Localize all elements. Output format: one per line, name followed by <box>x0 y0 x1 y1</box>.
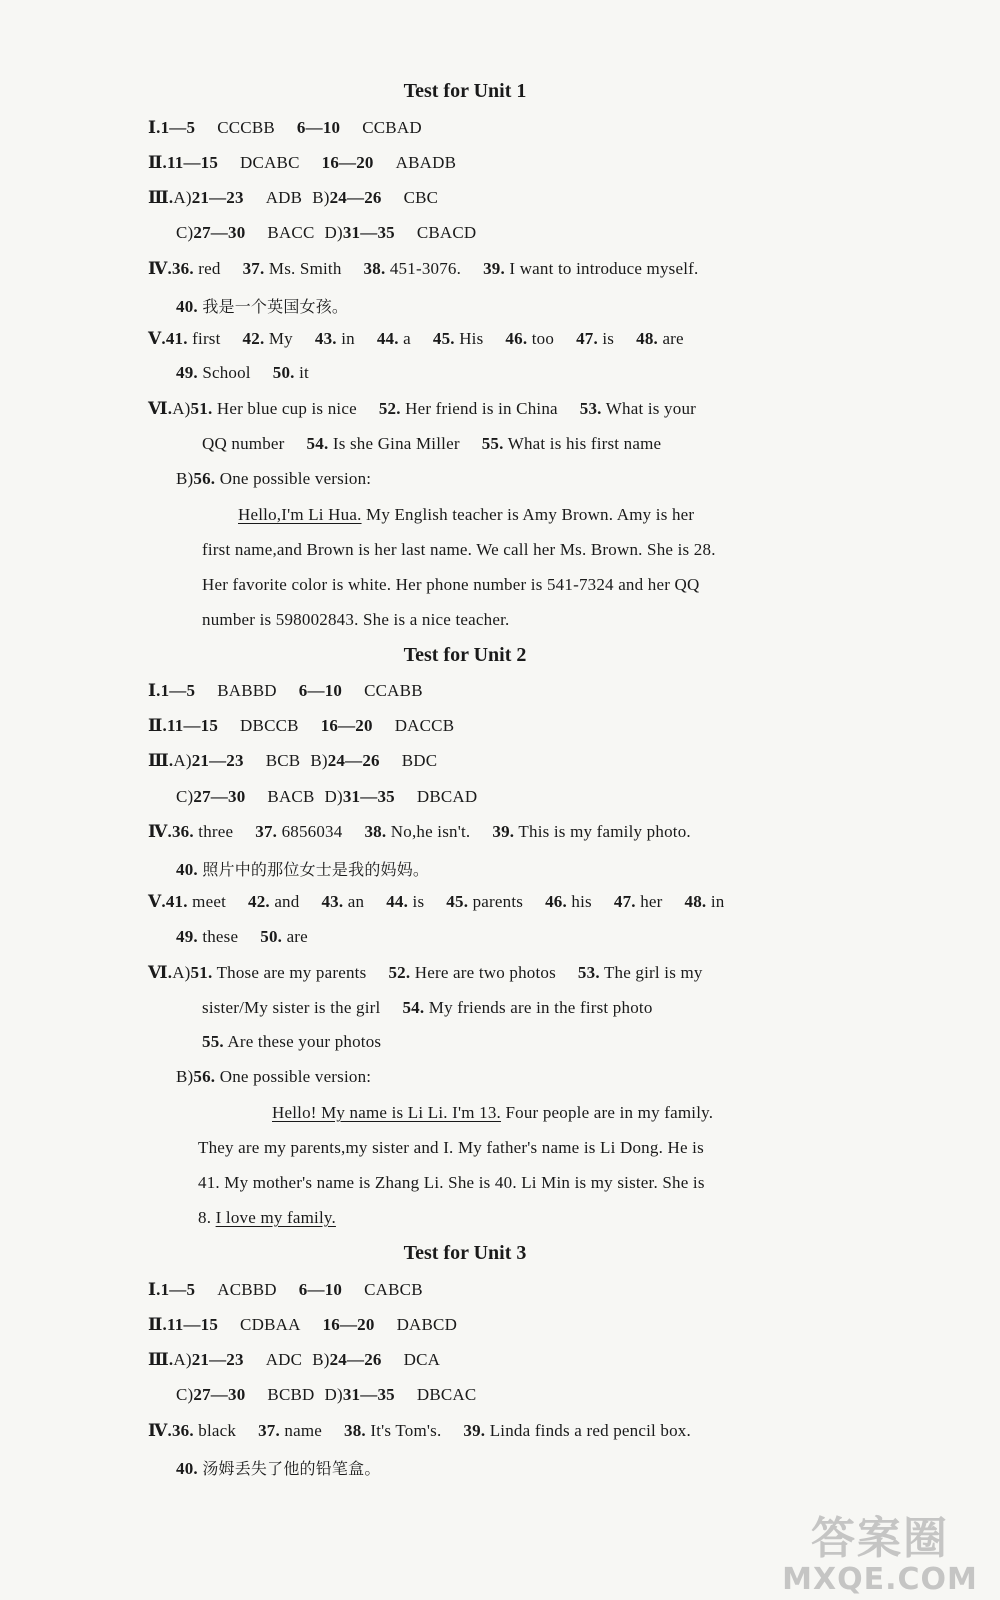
unit-3-section-3-ab: Ⅲ.A)21—23 ADC B)24—26 DCA <box>148 1350 441 1369</box>
unit-1-section-6-a-cont: QQ number 54. Is she Gina Miller 55. What is his first name <box>202 434 662 453</box>
unit-1-section-3-ab: Ⅲ.A)21—23 ADB B)24—26 CBC <box>148 188 439 207</box>
unit-2-answer-55: 55. Are these your photos <box>202 1032 382 1051</box>
unit-1-section-5: Ⅴ.41. first 42. My 43. in 44. a 45. His 46. too 47. is 48. are <box>148 329 684 348</box>
unit-3-title: Test for Unit 3 <box>403 1242 527 1264</box>
unit-3-section-3-cd: C)27—30 BCBD D)31—35 DBCAC <box>176 1385 477 1404</box>
unit-3-section-4: Ⅳ.36. black 37. name 38. It's Tom's. 39. Linda finds a red pencil box. <box>148 1421 691 1440</box>
unit-2-section-3-cd: C)27—30 BACB D)31—35 DBCAD <box>176 787 478 806</box>
unit-3-section-1: Ⅰ.1—5 ACBBD 6—10 CABCB <box>148 1280 423 1299</box>
unit-1-answer-40: 40. 我是一个英国女孩。 <box>176 297 349 316</box>
unit-2-essay-line-2: They are my parents,my sister and I. My father's name is Li Dong. He is <box>198 1138 704 1157</box>
unit-3-section-2: Ⅱ.11—15 CDBAA 16—20 DABCD <box>148 1315 458 1334</box>
unit-2-section-5: Ⅴ.41. meet 42. and 43. an 44. is 45. parents 46. his 47. her 48. in <box>148 892 725 911</box>
unit-1-essay-line-1: Hello,I'm Li Hua. My English teacher is Amy Brown. Amy is her <box>238 505 695 524</box>
unit-2-title: Test for Unit 2 <box>403 644 527 666</box>
unit-1-section-6-a: Ⅵ.A)51. Her blue cup is nice 52. Her friend is in China 53. What is your <box>148 399 697 418</box>
unit-1-section-2: Ⅱ.11—15 DCABC 16—20 ABADB <box>148 153 457 172</box>
unit-1-section-4: Ⅳ.36. red 37. Ms. Smith 38. 451-3076. 39. I want to introduce myself. <box>148 259 699 278</box>
unit-1-section-3-cd: C)27—30 BACC D)31—35 CBACD <box>176 223 477 242</box>
unit-2-essay-line-1: Hello! My name is Li Li. I'm 13. Four people are in my family. <box>272 1103 714 1122</box>
unit-1-section-5-cont: 49. School 50. it <box>176 363 309 382</box>
unit-2-section-6-a-cont: sister/My sister is the girl 54. My friends are in the first photo <box>202 998 653 1017</box>
watermark-url: MXQE.COM <box>782 1562 978 1597</box>
unit-1-essay-line-4: number is 598002843. She is a nice teacher. <box>202 610 510 629</box>
site-watermark <box>780 1502 980 1597</box>
unit-2-section-1: Ⅰ.1—5 BABBD 6—10 CCABB <box>148 681 423 700</box>
unit-2-section-4: Ⅳ.36. three 37. 6856034 38. No,he isn't. 39. This is my family photo. <box>148 822 691 841</box>
unit-2-section-6-a: Ⅵ.A)51. Those are my parents 52. Here are two photos 53. The girl is my <box>148 963 703 982</box>
unit-1-essay-line-3: Her favorite color is white. Her phone number is 541-7324 and her QQ <box>202 575 700 594</box>
unit-2-section-6-b: B)56. One possible version: <box>176 1067 372 1086</box>
unit-2-section-2: Ⅱ.11—15 DBCCB 16—20 DACCB <box>148 716 455 735</box>
unit-2-section-3-ab: Ⅲ.A)21—23 BCB B)24—26 BDC <box>148 751 438 770</box>
unit-2-essay-line-4: 8. I love my family. <box>198 1208 336 1227</box>
unit-2-section-5-cont: 49. these 50. are <box>176 927 308 946</box>
unit-1-title: Test for Unit 1 <box>403 80 527 102</box>
unit-1-essay-line-2: first name,and Brown is her last name. We call her Ms. Brown. She is 28. <box>202 540 716 559</box>
unit-2-essay-line-3: 41. My mother's name is Zhang Li. She is 40. Li Min is my sister. She is <box>198 1173 705 1192</box>
unit-3-answer-40: 40. 汤姆丢失了他的铅笔盒。 <box>176 1459 381 1478</box>
watermark-logo-text: 答案圈 <box>811 1513 949 1564</box>
unit-2-answer-40: 40. 照片中的那位女士是我的妈妈。 <box>176 860 430 879</box>
unit-1-section-1: Ⅰ.1—5 CCCBB 6—10 CCBAD <box>148 118 422 137</box>
unit-1-section-6-b: B)56. One possible version: <box>176 469 372 488</box>
